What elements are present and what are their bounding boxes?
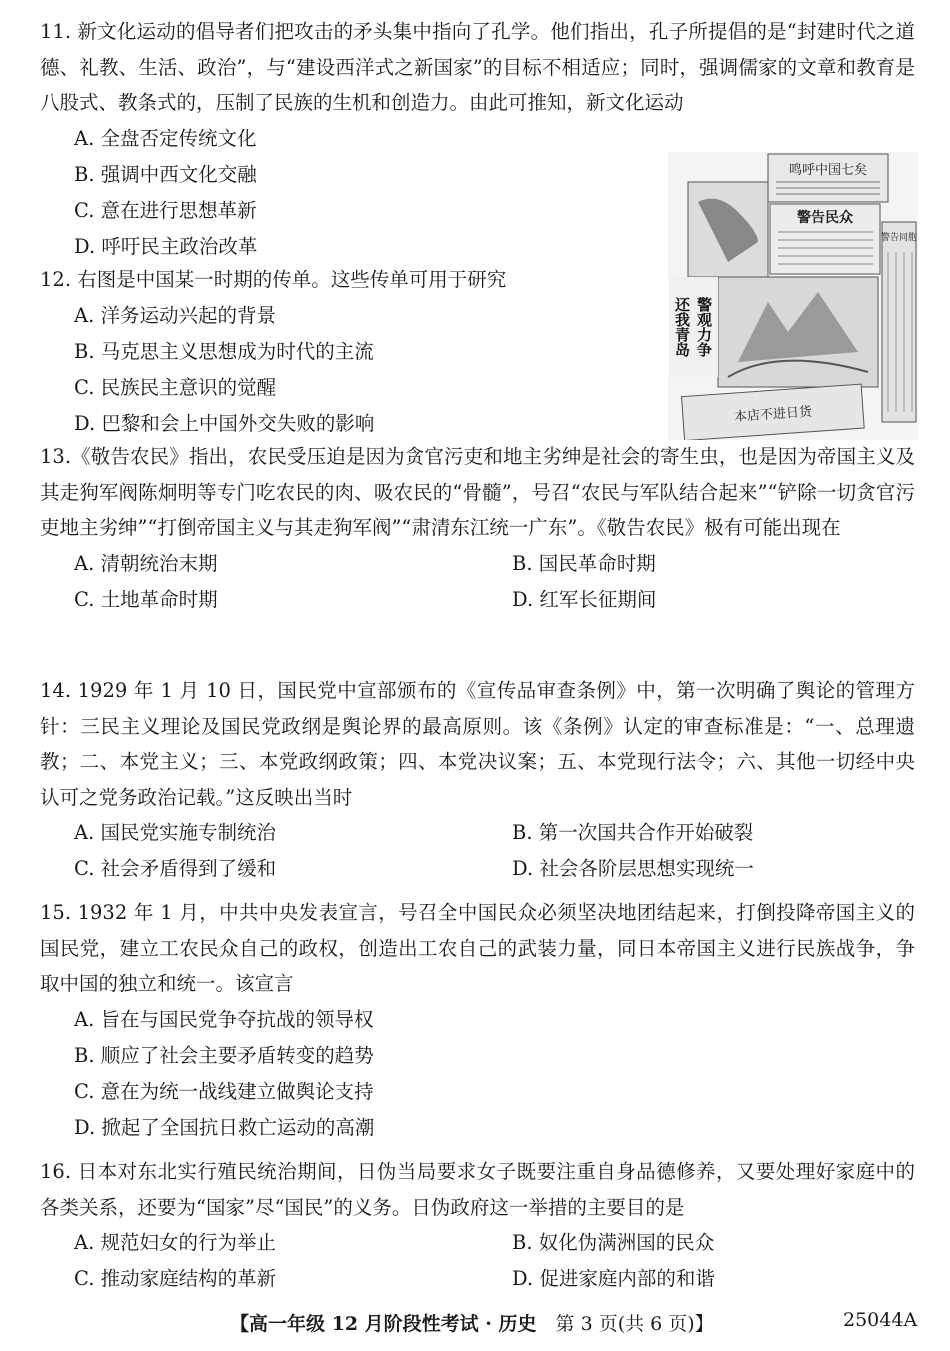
option-c[interactable]: C. 社会矛盾得到了缓和 xyxy=(74,857,277,880)
option-d[interactable]: D. 巴黎和会上中国外交失败的影响 xyxy=(74,411,375,435)
option-b[interactable]: B. 马克思主义思想成为时代的主流 xyxy=(74,339,374,363)
option-c[interactable]: C. 民族民主意识的觉醒 xyxy=(74,375,277,399)
question-stem: 16. 日本对东北实行殖民统治期间，日伪当局要求女子既要注重自身品德修养，又要处理好家庭中的各类关系，还要为“国家”尽“国民”的义务。日伪政府这一举措的主要目的是 xyxy=(40,1160,915,1219)
option-b[interactable]: B. 顺应了社会主要矛盾转变的趋势 xyxy=(74,1043,374,1067)
option-c[interactable]: C. 意在进行思想革新 xyxy=(74,198,257,222)
question-stem: 12. 右图是中国某一时期的传单。这些传单可用于研究 xyxy=(40,268,507,291)
option-d[interactable]: D. 掀起了全国抗日救亡运动的高潮 xyxy=(74,1115,375,1139)
option-d[interactable]: D. 促进家庭内部的和谐 xyxy=(512,1267,715,1290)
option-a[interactable]: A. 国民党实施专制统治 xyxy=(74,821,276,844)
slogan-1: 警观力争 xyxy=(695,297,713,357)
option-a[interactable]: A. 规范妇女的行为举止 xyxy=(74,1231,276,1254)
question-16 xyxy=(40,1154,915,1297)
footer-subject: 历史 xyxy=(498,1313,537,1335)
option-row xyxy=(40,582,915,618)
footer-exam-info xyxy=(230,1309,714,1336)
option-row xyxy=(40,1261,915,1297)
footer-code: 25044A xyxy=(843,1309,918,1331)
question-stem: 15. 1932 年 1 月，中共中央发表宣言，号召全中国民众必须坚决地团结起来，打倒投降帝国主义的国民党，建立工农民众自己的政权，创造出工农自己的武装力量，同日本帝国主义进行民族战争，争取中国的独立和统一。该宣言 xyxy=(40,901,915,995)
leaflets-collage-image xyxy=(668,152,918,440)
option-d[interactable]: D. 红军长征期间 xyxy=(512,587,657,611)
question-stem: 11. 新文化运动的倡导者们把攻击的矛头集中指向了孔学。他们指出，孔子所提倡的是“封建时代之道德、礼教、生活、政治”，与“建设西洋式之新国家”的目标不相适应；同时，强调儒家的文章和教育是八股式、教条式的，压制了民族的生机和创造力。由此可推知，新文化运动 xyxy=(40,20,915,114)
option-c[interactable]: C. 意在为统一战线建立做舆论支持 xyxy=(74,1079,374,1103)
option-row xyxy=(40,546,915,582)
option-b[interactable]: B. 第一次国共合作开始破裂 xyxy=(512,821,754,844)
option-a[interactable]: A. 全盘否定传统文化 xyxy=(74,126,257,150)
question-12 xyxy=(40,262,660,442)
option-row xyxy=(40,1225,915,1261)
option-a[interactable]: A. 洋务运动兴起的背景 xyxy=(74,303,276,327)
option-a[interactable]: A. 清朝统治末期 xyxy=(74,551,218,575)
option-d[interactable]: D. 呼吁民主政治改革 xyxy=(74,234,258,258)
question-stem: 13.《敬告农民》指出，农民受压迫是因为贪官污吏和地主劣绅是社会的寄生虫，也是因为帝国主义及其走狗军阀陈炯明等专门吃农民的肉、吸农民的“骨髓”，号召“农民与军队结合起来”“铲除一切贪官污吏地主劣绅”“打倒帝国主义与其走狗军阀”“肃清东江统一广东”。《敬告农民》极有可能出现在 xyxy=(40,445,915,539)
option-row xyxy=(40,851,915,887)
question-15 xyxy=(40,895,915,1146)
option-b[interactable]: B. 强调中西文化交融 xyxy=(74,162,257,186)
leaflet-title-2: 警告民众 xyxy=(797,210,853,226)
footer-page-info: 第 3 页(共 6 页)】 xyxy=(536,1313,714,1335)
question-14 xyxy=(40,673,915,887)
option-c[interactable]: C. 推动家庭结构的革新 xyxy=(74,1267,277,1290)
option-d[interactable]: D. 社会各阶层思想实现统一 xyxy=(512,857,754,880)
question-13 xyxy=(40,439,915,618)
option-row xyxy=(40,815,915,851)
leaflet-title-3: 警告同胞 xyxy=(880,233,918,243)
option-a[interactable]: A. 旨在与国民党争夺抗战的领导权 xyxy=(74,1007,374,1031)
leaflets-figure xyxy=(668,152,918,440)
question-stem: 14. 1929 年 1 月 10 日，国民党中宣部颁布的《宣传品审查条例》中，第一次明确了舆论的管理方针：三民主义理论及国民党政纲是舆论界的最高原则。该《条例》认定的审查标准是：“一、总理遗教；二、本党主义；三、本党政纲政策；四、本党决议案；五、本党现行法令；六、其他一切经中央认可之党务政治记载。”这反映出当时 xyxy=(40,679,915,809)
slogan-2: 还我青岛 xyxy=(673,297,691,357)
footer-title: 【高一年级 12 月阶段性考试 · xyxy=(230,1313,499,1335)
leaflet-title-4: 本店不进日货 xyxy=(733,404,813,426)
option-b[interactable]: B. 国民革命时期 xyxy=(512,551,656,575)
option-c[interactable]: C. 土地革命时期 xyxy=(74,587,218,611)
option-b[interactable]: B. 奴化伪满洲国的民众 xyxy=(512,1231,715,1254)
leaflet-title-1: 鸣呼中国七矣 xyxy=(788,163,868,178)
